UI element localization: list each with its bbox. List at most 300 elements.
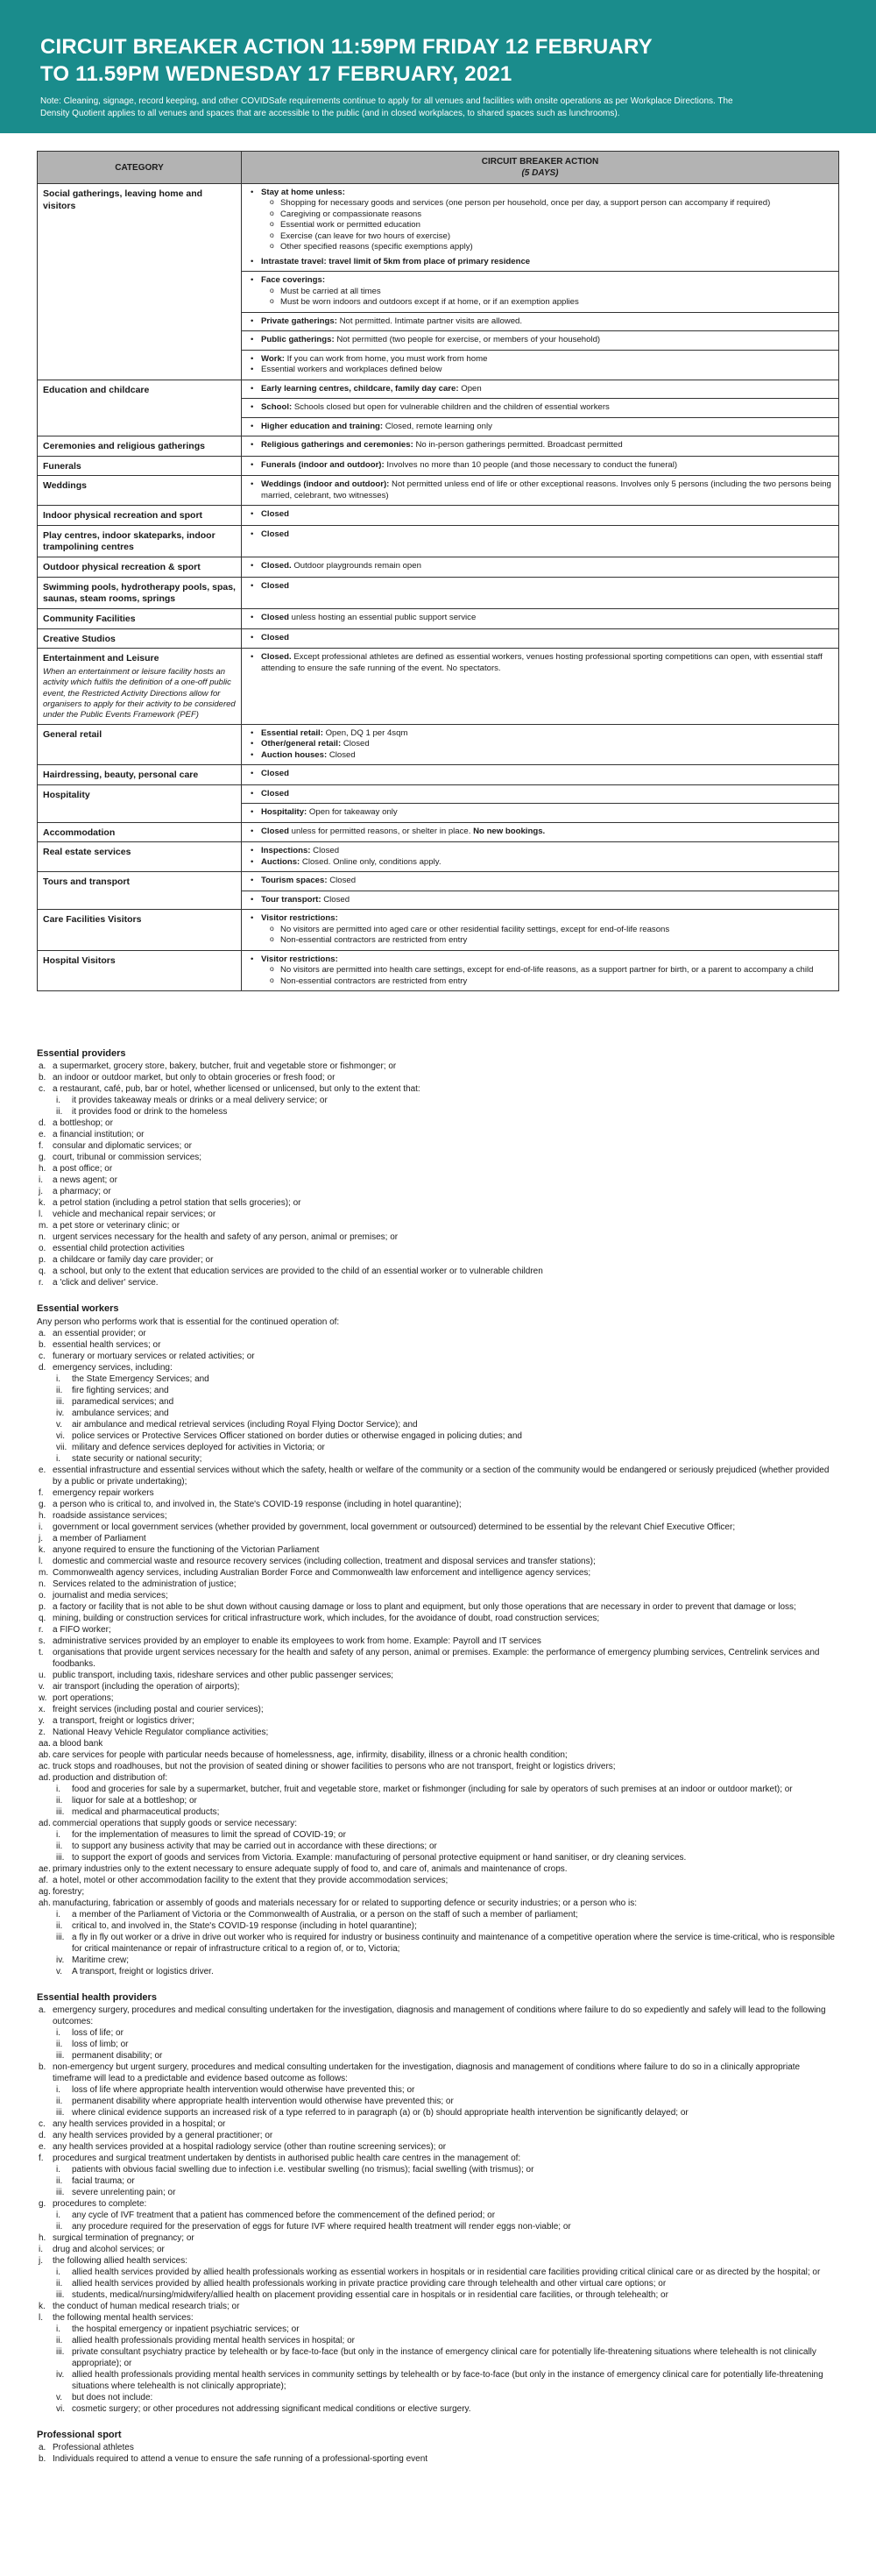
sub-list-item-numeral: v. [56,1419,63,1430]
list-item [37,1556,839,1567]
list-item-letter: l. [39,1210,43,1220]
list-item-letter: c. [39,2118,46,2129]
sub-list-item-numeral: ii. [56,2039,63,2049]
bullet-line [247,529,833,540]
sub-list-item [37,1784,839,1795]
sub-list-item-numeral: i. [56,2210,60,2220]
list-item-text: a restaurant, café, pub, bar or hotel, whether licensed or unlicensed, but only to the extent that: [53,1084,420,1095]
list-item-text: roadside assistance services; [53,1510,167,1521]
sub-list-item-numeral: ii. [56,1107,63,1118]
sub-list-item-text: military and defence services deployed for activities in Victoria; or [72,1442,325,1452]
bullet-line-text: Not permitted unless end of life or other exceptional reasons. Involves only 5 persons (including the two persons being married, celebrant, two witnesses) [261,479,831,500]
sub-list-item [37,1408,839,1419]
list-item-text: urgent services necessary for the health and safety of any person, animal or premises; or [53,1232,399,1243]
list-item [37,1231,839,1243]
list-item-text: funerary or mortuary services or related activities; or [53,1351,255,1361]
sub-list-item-text: permanent disability; or [72,2050,163,2061]
list-item-text: emergency services, including: [53,1362,173,1373]
sub-list-item [37,2278,839,2289]
action-cell [242,628,839,649]
list-item [37,1243,839,1254]
list-item [37,1186,839,1197]
list-item [37,1362,839,1373]
list-item-text: Services related to the administration of justice; [53,1579,237,1589]
bullet-line-bold: Public gatherings: [261,335,335,345]
list-item-text: a FIFO worker; [53,1624,111,1635]
sub-list-item-text: A transport, freight or logistics driver. [72,1966,214,1976]
sub-list-item-numeral: iii. [56,1806,65,1817]
list-item-letter: ad. [39,1818,51,1828]
bullet-line [247,365,833,375]
bullet-line-bold: Work: [261,353,286,364]
list-item-text: organisations that provide urgent services necessary for the health and safety of any person, animal or premises. Example: the performance of emergency plumbing services, Centrelink services and foodbanks. [53,1647,820,1669]
list-item [37,1772,839,1784]
list-item-letter: n. [39,1579,46,1589]
sub-list-item-numeral: vi. [56,1430,65,1441]
bullet-line-bold: Closed [261,613,289,623]
bullet-line-bold: Face coverings: [261,275,326,286]
sub-list-item-text: allied health services provided by allied health professionals working as essential workers in hospitals or in residential care facilities providing critical clinical care or as directed by the hospital; or [72,2267,821,2277]
sub-list-item-numeral: iv. [56,1955,65,1965]
bullet-line-text: Closed [310,846,340,856]
sub-list-item-numeral: i. [56,1784,60,1794]
list-item [37,1727,839,1738]
action-block [242,951,838,990]
sub-list-item-text: air ambulance and medical retrieval services (including Royal Flying Doctor Service); and [72,1419,418,1430]
category-label: Hairdressing, beauty, personal care [43,770,199,781]
bullet-line-text: No in-person gatherings permitted. Broadcast permitted [413,439,623,450]
sub-list-item-text: loss of life; or [72,2027,124,2038]
sub-list-item-text: students, medical/nursing/midwifery/allied health on placement providing essential care in hospitals or in residential care facilities, or through telehealth; or [72,2289,668,2300]
bullet-line-bold: Weddings (indoor and outdoor): [261,479,390,490]
action-cell [242,910,839,950]
table-row [38,872,839,910]
action-block [242,609,838,627]
sub-list-item [37,1396,839,1408]
category-cell [38,910,242,950]
category-cell [38,724,242,764]
list-item-text: a childcare or family day care provider; or [53,1255,214,1266]
bullet-line-bold: Private gatherings: [261,316,337,326]
table-row [38,506,839,526]
category-cell [38,628,242,649]
table-header-row [38,152,839,184]
list-item-letter: k. [39,1544,46,1555]
sub-list-item [37,1419,839,1430]
list-item-text: a pharmacy; or [53,1187,111,1197]
sub-list-item-text: it provides food or drink to the homeless [72,1107,228,1118]
bullet-line [247,895,833,905]
sub-list-item-numeral: ii. [56,2221,63,2232]
category-cell [38,380,242,436]
list-item-text: freight services (including postal and courier services); [53,1704,264,1714]
list-item [37,1197,839,1209]
list-item-letter: b. [39,1073,46,1083]
sub-list-item-numeral: ii. [56,2335,63,2345]
sub-list-item-numeral: i. [56,1909,60,1920]
list-item-text: government or local government services (whether provided by government, local government or outsourced) determined to be essential by the relevant Chief Executive Officer; [53,1522,736,1532]
list-item-letter: ah. [39,1898,51,1908]
table-row [38,609,839,629]
bullet-line-text: Open [458,383,482,394]
bullet-line-bold: Auctions: [261,856,300,867]
bullet-line [247,561,833,571]
list-item-text: a news agent; or [53,1175,117,1186]
section-heading: Professional sport [37,2429,122,2440]
list-item-letter: a. [39,2443,46,2453]
table-row [38,910,839,950]
sub-list-item-text: state security or national security; [72,1453,202,1464]
list-item [37,2301,839,2312]
sub-list-item-numeral: iv. [56,1408,65,1418]
bullet-line-bold: Inspections: [261,846,311,856]
table-row [38,476,839,506]
list-item-text: a factory or facility that is not able to be shut down without causing damage or loss to plant and equipment, but only those operations that are necessary in order to prevent that damage or loss; [53,1601,796,1612]
category-label: Community Facilities [43,614,136,625]
sub-list-item-text: critical to, and involved in, the State's COVID-19 response (including in hotel quarantine); [72,1920,417,1931]
list-item-letter: f. [39,1141,44,1152]
category-cell [38,609,242,629]
bullet-line-text: Open for takeaway only [307,807,398,818]
list-item [37,1624,839,1636]
list-item-letter: ae. [39,1863,51,1874]
sub-list-item-text: the State Emergency Services; and [72,1373,209,1384]
table-row [38,628,839,649]
list-item-text: the conduct of human medical research trials; or [53,2301,240,2311]
list-item-letter: k. [39,2301,46,2311]
sub-list-item-numeral: ii. [56,1385,63,1395]
header-banner [0,0,876,133]
bullet-line [247,846,833,856]
sub-list-item [37,1442,839,1453]
sub-list-item-text: allied health professionals providing mental health services in community settings by telehealth or by face-to-face (but only in the instance of emergency clinical care for potentially life-threatening situations where telehealth is not clinically appropriate); [72,2369,823,2391]
list-item-letter: g. [39,2198,46,2209]
list-item [37,1567,839,1579]
action-block [242,331,838,350]
sub-list-item-numeral: i. [56,2027,60,2038]
bullet-line [247,402,833,413]
list-item-text: a pet store or veterinary clinic; or [53,1221,180,1231]
list-item-letter: r. [39,1624,44,1635]
table-row [38,649,839,724]
list-item-letter: f. [39,1487,44,1498]
list-item [37,2005,839,2027]
category-cell [38,649,242,724]
list-item-letter: h. [39,1164,46,1174]
list-item-letter: r. [39,1278,44,1288]
list-item-text: essential child protection activities [53,1244,185,1254]
table-row [38,577,839,608]
action-cell [242,649,839,724]
bullet-line [247,739,833,749]
category-label: Weddings [43,480,87,492]
category-cell [38,525,242,557]
bullet-line-bold: Closed. [261,652,292,663]
list-item-letter: b. [39,2062,46,2072]
action-block [242,804,838,821]
sub-list-item [37,2267,839,2278]
action-cell [242,525,839,557]
bullet-line [247,789,833,799]
list-item-text: air transport (including the operation of airports); [53,1681,240,1692]
sub-list-item [37,2050,839,2062]
list-item-letter: u. [39,1670,46,1680]
sub-list-item [37,2221,839,2232]
sub-list-item-numeral: ii. [56,2278,63,2289]
bullet-line [247,876,833,886]
action-cell [242,842,839,872]
list-item-text: a hotel, motel or other accommodation facility to the extent that they provide accommodation services; [53,1875,449,1885]
table-row [38,380,839,436]
sub-list-item-numeral: vi. [56,2403,65,2414]
list-item-text: truck stops and roadhouses, but not the provision of seated dining or shower facilities to persons who are not transport, freight or logistics drivers; [53,1761,616,1771]
list-item [37,1522,839,1533]
list-item-letter: j. [39,2255,43,2266]
bullet-line [247,335,833,345]
action-cell [242,872,839,910]
sub-list-item-text: permanent disability where appropriate health intervention would otherwise have prevented this; or [72,2096,454,2106]
list-item-letter: i. [39,1522,43,1532]
sub-list-item-text: loss of life where appropriate health intervention would otherwise have prevented this; or [72,2084,415,2095]
list-item [37,1465,839,1487]
list-item [37,1129,839,1140]
list-item [37,2244,839,2255]
sub-list-item [37,1373,839,1385]
list-item-letter: e. [39,1130,46,1140]
sub-list-item-text: it provides takeaway meals or drinks or a meal delivery service; or [72,1096,328,1106]
sub-list-item-numeral: iii. [56,2346,65,2357]
list-item-letter: a. [39,1061,46,1072]
list-item-text: journalist and media services; [53,1590,168,1600]
list-item [37,2130,839,2141]
list-item-text: court, tribunal or commission services; [53,1153,202,1163]
table-row [38,822,839,842]
list-item-text: the following mental health services: [53,2312,194,2323]
list-item-letter: b. [39,2454,46,2465]
list-item [37,2255,839,2267]
bullet-line [247,581,833,592]
category-label: Swimming pools, hydrotherapy pools, spas, saunas, steam rooms, springs [43,581,236,605]
list-item-letter: p. [39,1255,46,1266]
bullet-line [247,460,833,471]
bullet-line-bold: School: [261,402,293,413]
sub-list-item [37,2324,839,2335]
sub-list-item-text: fire fighting services; and [72,1385,169,1395]
action-cell [242,557,839,578]
list-item-text: emergency surgery, procedures and medical consulting undertaken for the investigation, diagnosis and management of conditions where failure to do so expediently and safely will lead to the following outcomes: [53,2005,826,2026]
category-label: Outdoor physical recreation & sport [43,562,201,573]
list-item [37,1163,839,1174]
list-item-text: any health services provided by a general practitioner; or [53,2130,273,2140]
action-block [242,785,838,804]
list-item [37,1339,839,1351]
sub-list-item [37,2164,839,2175]
action-cell [242,784,839,822]
list-item-text: port operations; [53,1692,114,1703]
sub-bullet-line: o Non-essential contractors are restricted from entry [247,976,833,987]
list-item [37,1277,839,1288]
sub-list-item-numeral: i. [56,1453,60,1464]
list-item-letter: j. [39,1187,43,1197]
sub-list-item [37,2210,839,2221]
list-item-letter: m. [39,1567,49,1578]
table-row [38,724,839,764]
sub-list-item-numeral: iii. [56,1932,65,1942]
table-row [38,436,839,456]
sub-list-item-numeral: i. [56,1373,60,1384]
bullet-line-text: If you can work from home, you must work from home [285,353,488,364]
list-item-text: procedures and surgical treatment undertaken by dentists in authorised public health care centres in the management of: [53,2153,521,2163]
bullet-line-text: Open, DQ 1 per 4sqm [322,727,408,738]
sub-list-item-text: any procedure required for the preservation of eggs for future IVF where required health treatment will render eggs non-viable; or [72,2221,571,2232]
bullet-line [247,633,833,643]
list-item [37,1761,839,1772]
list-item-letter: p. [39,1601,46,1612]
list-item [37,1220,839,1231]
list-item-text: a person who is critical to, and involved in, the State's COVID-19 response (including in hotel quarantine); [53,1499,462,1509]
sub-list-item-numeral: iii. [56,2050,65,2061]
bullet-line-text: Closed. Online only, conditions apply. [300,856,442,867]
action-block [242,506,838,523]
sub-list-item [37,2175,839,2187]
list-item [37,1670,839,1681]
list-item [37,1152,839,1163]
list-item [37,2442,839,2453]
sub-list-item-text: loss of limb; or [72,2039,129,2049]
bullet-line-bold: Visitor restrictions: [261,954,338,964]
category-label: Education and childcare [43,384,150,395]
sub-list-item-text: any cycle of IVF treatment that a patient has commenced before the commencement of the defined period; or [72,2210,496,2220]
list-item-text: vehicle and mechanical repair services; or [53,1210,216,1220]
list-item [37,1647,839,1670]
sub-list-item-numeral: ii. [56,1920,63,1931]
list-item [37,1613,839,1624]
list-item-text: non-emergency but urgent surgery, procedures and medical consulting undertaken for the investigation, diagnosis and management of conditions where failure to do so in a clinically appropriate timeframe will lead to a predictable and evidence based outcome as follows: [53,2062,801,2083]
sub-list-item-numeral: v. [56,1966,63,1976]
sub-list-item-text: cosmetic surgery; or other procedures not addressing significant medical conditions or elective surgery. [72,2403,471,2414]
bullet-line [247,613,833,623]
sub-list-item-text: for the implementation of measures to limit the spread of COVID-19; or [72,1829,346,1840]
action-cell [242,506,839,526]
category-label: Hospital Visitors [43,954,116,966]
list-item-text: drug and alcohol services; or [53,2244,165,2254]
sub-list-item [37,1095,839,1106]
list-item-text: a transport, freight or logistics driver; [53,1715,194,1726]
bullet-line-bold: Closed [261,509,289,520]
sub-list-item-numeral: i. [56,1096,60,1106]
table-row [38,184,839,380]
sub-list-item-numeral: ii. [56,2175,63,2186]
bullet-line-bold: Closed [261,529,289,539]
list-item-text: a bottleshop; or [53,1118,113,1129]
sub-bullet-line: o Shopping for necessary goods and services (one person per household, once per day, a support person can accompany if required) [247,198,833,209]
list-item [37,1738,839,1749]
bullet-line-bold: Hospitality: [261,807,307,818]
sub-bullet-line: o No visitors are permitted into health care settings, except for end-of-life reasons, as a support partner for birth, or a parent to accompany a child [247,965,833,976]
sub-list-item [37,2335,839,2346]
list-item-letter: ad. [39,1772,51,1783]
sub-list-item-numeral: iii. [56,2107,65,2118]
list-item-text: a supermarket, grocery store, bakery, butcher, fruit and vegetable store or fishmonger; or [53,1061,397,1072]
bullet-line [247,750,833,761]
action-cell [242,577,839,608]
sub-list-item [37,1932,839,1955]
bullet-line [247,479,833,501]
bullet-line [247,275,833,286]
list-item-letter: d. [39,1362,46,1373]
action-block [242,725,838,764]
bullet-line-bold-suffix: No new bookings. [473,826,546,836]
action-block [242,891,838,909]
list-item-text: essential health services; or [53,1339,161,1350]
category-label: Tours and transport [43,876,130,888]
sub-list-item-text: to support any business activity that may be carried out in accordance with these directions; or [72,1841,437,1851]
sub-list-item-numeral: iii. [56,2289,65,2300]
bullet-line-text: Closed [321,894,350,905]
sub-list-item-text: where clinical evidence supports an increased risk of a type referred to in paragraph (a) or (b) should appropriate health intervention be significantly delayed; or [72,2107,689,2118]
sub-list-item-numeral: vii. [56,1442,67,1452]
category-cell [38,557,242,578]
sub-list-item [37,2084,839,2096]
bullet-line-bold: Closed [261,769,289,779]
list-item-letter: a. [39,1328,46,1338]
action-block [242,823,838,841]
sub-list-item [37,2403,839,2415]
definitions-lists [0,991,876,2465]
sub-list-item [37,1430,839,1442]
list-item [37,1072,839,1083]
bullet-line-bold: Auction houses: [261,749,328,760]
sub-bullet-line: o Other specified reasons (specific exemptions apply) [247,242,833,252]
sub-list-item [37,2289,839,2301]
list-item-text: a blood bank [53,1738,103,1749]
list-item [37,1636,839,1647]
bullet-line-bold: Visitor restrictions: [261,913,338,924]
list-item [37,1487,839,1499]
list-item-text: administrative services provided by an employer to enable its employees to work from home. Example: Payroll and IT services [53,1636,541,1646]
header-note: Note: Cleaning, signage, record keeping, and other COVIDSafe requirements continue to apply for all venues and facilities with onsite operations as per Workplace Directions. The Density Quotient applies to all venues and spaces that are accessible to the public (and in closed workplaces, to shared spaces such as lunchrooms). [40,96,733,118]
action-block [242,418,838,436]
category-cell [38,184,242,380]
column-header-action-sublabel: (5 DAYS) [521,168,559,178]
sub-list-item-text: facial trauma; or [72,2175,135,2186]
sub-list-item [37,1795,839,1806]
sub-bullet-line: o Exercise (can leave for two hours of exercise) [247,231,833,242]
list-item [37,1704,839,1715]
bullet-line-bold: Closed. [261,561,292,571]
category-label: Care Facilities Visitors [43,914,142,926]
sub-bullet-line: o Caregiving or compassionate reasons [247,209,833,220]
page-title [40,33,839,88]
sub-list-item [37,1806,839,1818]
table-row [38,557,839,578]
bullet-line-text: Involves no more than 10 people (and those necessary to conduct the funeral) [384,459,678,470]
list-item [37,1590,839,1601]
list-item [37,1083,839,1095]
list-section [37,1302,839,1976]
bullet-line-bold: Intrastate travel: travel limit of 5km from place of primary residence [261,256,531,266]
sub-list-item-text: to support the export of goods and services from Victoria. Example: manufacturing of personal protective equipment or hand sanitiser, or dry cleaning services. [72,1852,687,1863]
list-item-text: emergency repair workers [53,1487,154,1498]
list-item-letter: a. [39,2005,46,2015]
sub-list-item-text: ambulance services; and [72,1408,169,1418]
sub-list-item-numeral: iii. [56,2187,65,2197]
list-item [37,2153,839,2164]
sub-list-item-numeral: ii. [56,2096,63,2106]
list-item [37,1715,839,1727]
bullet-line [247,509,833,520]
list-item [37,1266,839,1277]
